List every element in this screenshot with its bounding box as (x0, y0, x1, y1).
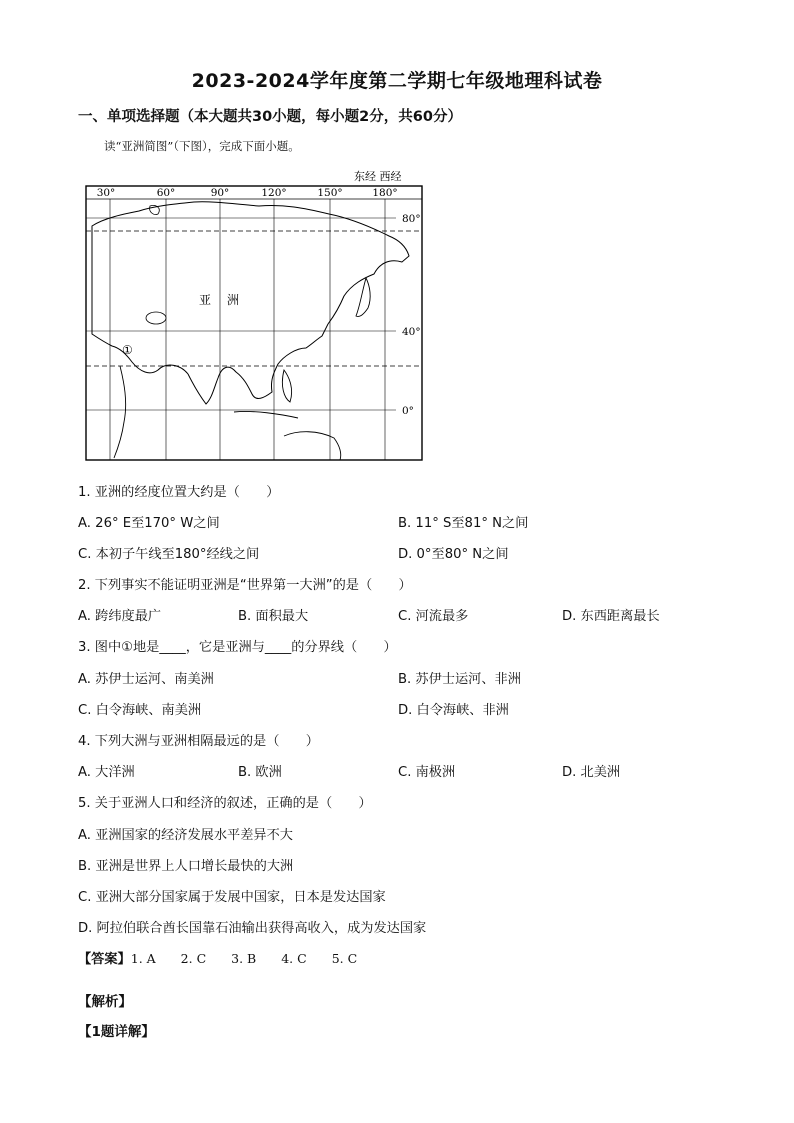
continent-label: 洲 (227, 293, 240, 307)
africa-coast (114, 366, 126, 458)
question-1-option-a: A. 26° E至170° W之间 (78, 516, 220, 531)
japan-islands (356, 278, 370, 317)
hemisphere-note: 东经 西经 (354, 170, 402, 183)
question-1-option-d: D. 0°至80° N之间 (398, 547, 509, 562)
continent-label: 亚 (199, 293, 212, 307)
question-2-option-c: C. 河流最多 (398, 609, 469, 624)
question-5-option-c: C. 亚洲大部分国家属于发展中国家，日本是发达国家 (78, 890, 386, 905)
question-3-option-d: D. 白令海峡、非洲 (398, 703, 509, 718)
indonesia-islands (234, 411, 298, 418)
question-1-stem: 1. 亚洲的经度位置大约是（ ） (78, 485, 280, 500)
question-3-option-c: C. 白令海峡、南美洲 (78, 703, 202, 718)
question-1-option-b: B. 11° S至81° N之间 (398, 516, 529, 531)
question-2-option-b: B. 面积最大 (238, 609, 309, 624)
philippine-islands (282, 370, 291, 402)
page-title: 2023-2024学年度第二学期七年级地理科试卷 (191, 70, 603, 92)
question-5-option-d: D. 阿拉伯联合酋长国靠石油输出获得高收入，成为发达国家 (78, 921, 427, 936)
question-4-stem: 4. 下列大洲与亚洲相隔最远的是（ ） (78, 734, 319, 749)
analysis-heading: 【解析】 (78, 994, 132, 1010)
question-5-option-a: A. 亚洲国家的经济发展水平差异不大 (78, 828, 293, 843)
marker-1: ① (122, 343, 133, 357)
australia-coast (284, 432, 341, 460)
asia-coastline (92, 202, 409, 404)
question-3-stem: 3. 图中①地是____，它是亚洲与____的分界线（ ） (78, 640, 397, 655)
lat-label: 0° (402, 405, 414, 417)
lon-label: 150° (317, 187, 343, 199)
question-4-option-b: B. 欧洲 (238, 765, 282, 780)
lat-label: 40° (402, 326, 421, 338)
lon-label: 120° (261, 187, 287, 199)
question-4-option-a: A. 大洋洲 (78, 765, 135, 780)
map-intro-text: 读“亚洲简图”（下图），完成下面小题。 (104, 139, 300, 153)
question-2-option-d: D. 东西距离最长 (562, 609, 660, 624)
map-frame (86, 186, 422, 460)
lon-label: 30° (96, 187, 116, 199)
asia-sketch-map (84, 166, 424, 462)
answer-line (78, 948, 357, 967)
detail-heading: 【1题详解】 (78, 1024, 155, 1040)
question-1-option-c: C. 本初子午线至180°经线之间 (78, 547, 260, 562)
answer-values: 1. A 2. C 3. B 4. C 5. C (130, 951, 358, 966)
lon-label: 90° (210, 187, 230, 199)
caspian-sea (146, 312, 166, 324)
answer-label: 【答案】 (78, 952, 131, 967)
lat-label: 80° (402, 213, 421, 225)
question-5-stem: 5. 关于亚洲人口和经济的叙述，正确的是（ ） (78, 796, 372, 811)
question-5-option-b: B. 亚洲是世界上人口增长最快的大洲 (78, 859, 294, 874)
question-2-stem: 2. 下列事实不能证明亚洲是“世界第一大洲”的是（ ） (78, 578, 412, 593)
section-heading: 一、单项选择题（本大题共30小题，每小题2分，共60分） (78, 109, 462, 125)
graticule (86, 199, 396, 460)
question-3-option-a: A. 苏伊士运河、南美洲 (78, 672, 214, 687)
question-3-option-b: B. 苏伊士运河、非洲 (398, 672, 521, 687)
lon-label: 60° (156, 187, 176, 199)
question-4-option-c: C. 南极洲 (398, 765, 456, 780)
lon-label: 180° (372, 187, 398, 199)
question-4-option-d: D. 北美洲 (562, 765, 621, 780)
question-2-option-a: A. 跨纬度最广 (78, 609, 162, 624)
